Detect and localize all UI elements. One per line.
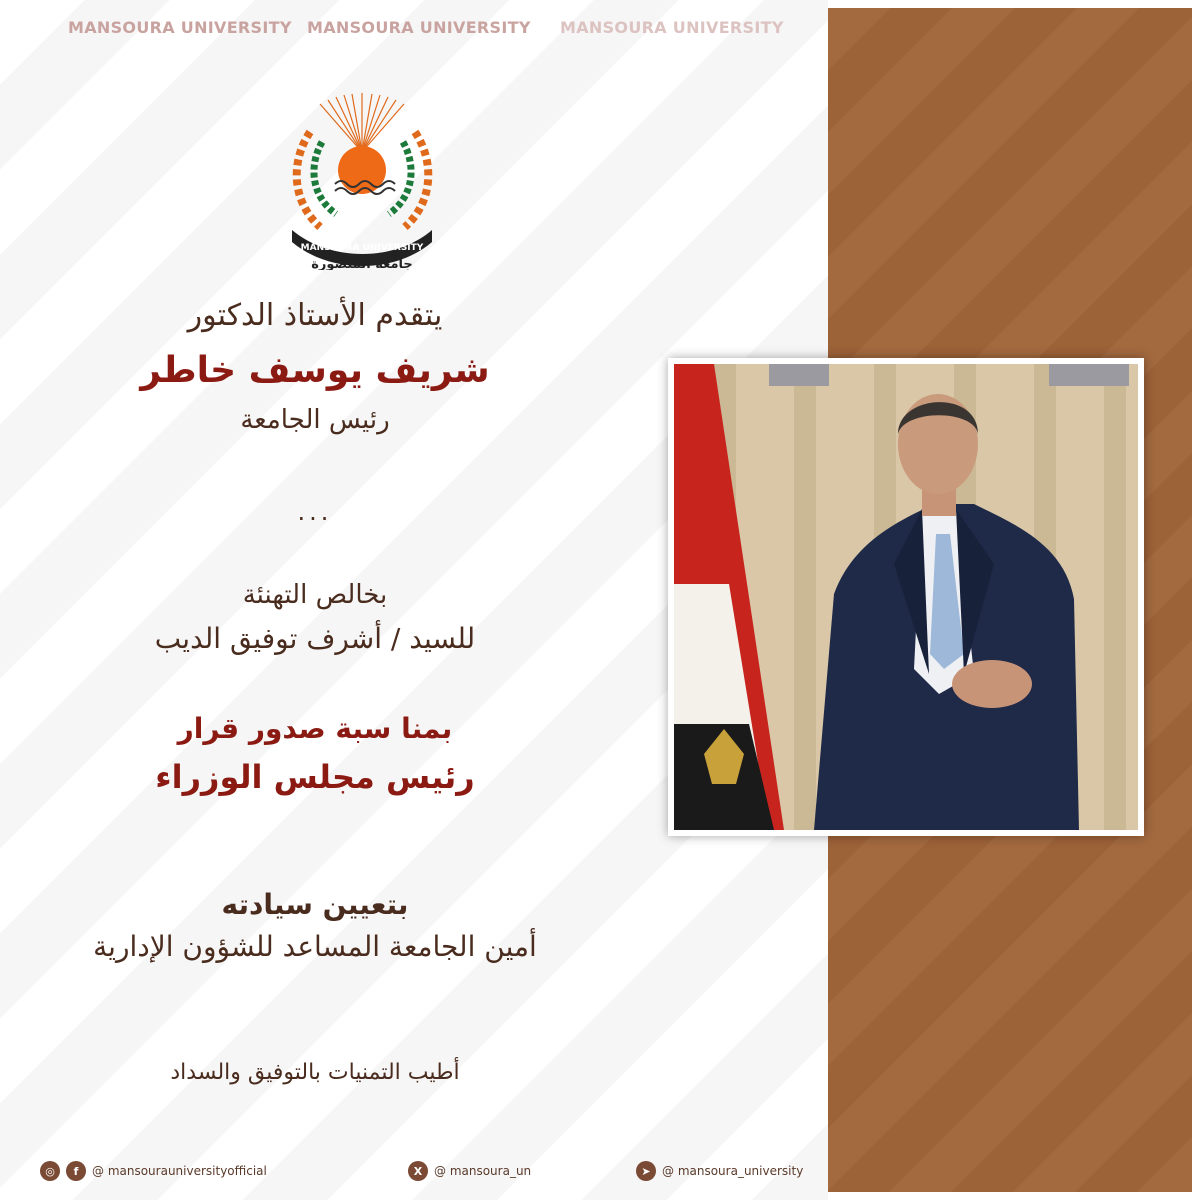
portrait-frame (668, 358, 1144, 836)
social-x (408, 1158, 531, 1184)
logo-arabic-text: جامعة المنصورة (311, 257, 413, 270)
portrait-photo (674, 364, 1138, 830)
logo-english-text: MANSOURA UNIVERSITY (300, 243, 424, 253)
president-name: شريف يوسف خاطر (140, 350, 490, 391)
telegram-icon[interactable]: ➤ (636, 1161, 656, 1181)
wishes-text: أطيب التمنيات بالتوفيق والسداد (170, 1060, 460, 1085)
appointment-text: بتعيين سيادته (221, 888, 409, 921)
watermark-text: MANSOURA UNIVERSITY (68, 18, 292, 37)
separator-dots: ... (297, 498, 333, 526)
president-role: رئيس الجامعة (240, 405, 390, 435)
congrats-text: بخالص التهنئة (242, 580, 388, 610)
occasion-text: بمنا سبة صدور قرار (177, 712, 453, 745)
facebook-handle[interactable]: @ mansourauniversityofficial (92, 1164, 267, 1178)
mansoura-university-logo (280, 92, 445, 270)
social-telegram (636, 1158, 803, 1184)
x-icon[interactable]: X (408, 1161, 428, 1181)
position-text: أمين الجامعة المساعد للشؤون الإدارية (93, 930, 537, 963)
watermark-text: MANSOURA UNIVERSITY (560, 18, 784, 37)
recipient-name: للسيد / أشرف توفيق الديب (154, 622, 476, 655)
telegram-handle[interactable]: @ mansoura_university (662, 1164, 804, 1178)
x-handle[interactable]: @ mansoura_un (434, 1164, 532, 1178)
social-instagram-facebook (40, 1158, 267, 1184)
instagram-icon[interactable]: ◎ (40, 1161, 60, 1181)
issuer-text: رئيس مجلس الوزراء (155, 758, 475, 796)
facebook-icon[interactable]: f (66, 1161, 86, 1181)
watermark-text: MANSOURA UNIVERSITY (307, 18, 531, 37)
intro-text: يتقدم الأستاذ الدكتور (187, 298, 443, 333)
